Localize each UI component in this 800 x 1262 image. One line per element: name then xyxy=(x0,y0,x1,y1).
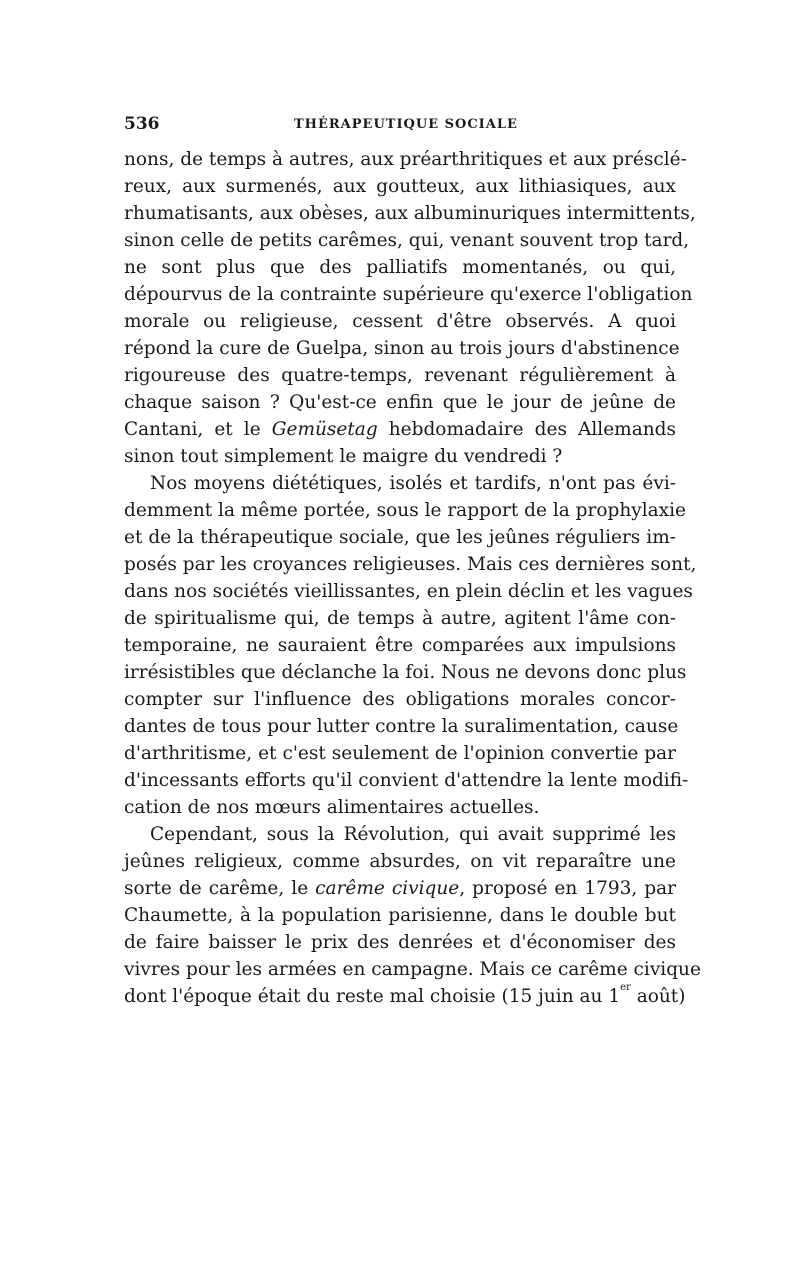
text-line: dépourvus de la contrainte supérieure qu'exerce l'obligation xyxy=(124,284,693,305)
text-line: jeûnes religieux, comme absurdes, on vit reparaître une xyxy=(124,851,676,872)
text-line: temporaine, ne sauraient être comparées aux impulsions xyxy=(124,635,676,656)
text-line xyxy=(124,982,686,1010)
text-line: dans nos sociétés vieillissantes, en plein déclin et les vagues xyxy=(124,581,693,602)
paragraph xyxy=(124,821,701,1010)
text-line: dantes de tous pour lutter contre la suralimentation, cause xyxy=(124,716,679,737)
text-line: répond la cure de Guelpa, sinon au trois jours d'abstinence xyxy=(124,338,680,359)
text-line: rhumatisants, aux obèses, aux albuminuriques intermittents, xyxy=(124,203,696,224)
text-segment: hebdomadaire des Allemands xyxy=(377,419,676,440)
text-line: rigoureuse des quatre-temps, revenant régulièrement à xyxy=(124,365,676,386)
text-segment: Cantani, et le xyxy=(124,419,272,440)
text-line: Cependant, sous la Révolution, qui avait supprimé les xyxy=(150,824,676,845)
text-line: Nos moyens diététiques, isolés et tardifs, n'ont pas évi- xyxy=(150,473,676,494)
paragraph xyxy=(124,470,697,821)
text-line: posés par les croyances religieuses. Mais ces dernières sont, xyxy=(124,554,697,575)
running-head xyxy=(124,114,676,138)
text-segment: août) xyxy=(630,986,686,1007)
text-line: demment la même portée, sous le rapport de la prophylaxie xyxy=(124,500,686,521)
text-line: ne sont plus que des palliatifs momentanés, ou qui, xyxy=(124,257,676,278)
page-number: 536 xyxy=(124,114,160,134)
text-line xyxy=(124,416,676,443)
text-line: d'arthritisme, et c'est seulement de l'opinion convertie par xyxy=(124,743,676,764)
text-segment: , proposé en 1793, par xyxy=(459,878,677,899)
italic-term: carême civique xyxy=(315,878,460,899)
text-line xyxy=(124,875,676,902)
text-line: Chaumette, à la population parisienne, dans le double but xyxy=(124,905,676,926)
text-line: compter sur l'influence des obligations morales concor- xyxy=(124,689,676,710)
text-line: sinon celle de petits carêmes, qui, venant souvent trop tard, xyxy=(124,230,690,251)
text-line: de faire baisser le prix des denrées et d'économiser des xyxy=(124,932,676,953)
text-line: cation de nos mœurs alimentaires actuelles. xyxy=(124,797,540,818)
running-title: THÉRAPEUTIQUE SOCIALE xyxy=(294,117,518,132)
superscript: er xyxy=(620,982,631,993)
text-line: sinon tout simplement le maigre du vendredi ? xyxy=(124,446,563,467)
text-segment: sorte de carême, le xyxy=(124,878,316,899)
body-text xyxy=(124,146,701,1010)
text-line: vivres pour les armées en campagne. Mais ce carême civique xyxy=(124,959,701,980)
text-line: nons, de temps à autres, aux préarthritiques et aux présclé- xyxy=(124,149,687,170)
italic-term: Gemüsetag xyxy=(271,419,378,440)
text-line: de spiritualisme qui, de temps à autre, agitent l'âme con- xyxy=(124,608,676,629)
paragraph xyxy=(124,146,696,470)
text-line: et de la thérapeutique sociale, que les jeûnes réguliers im- xyxy=(124,527,676,548)
text-line: d'incessants efforts qu'il convient d'attendre la lente modifi- xyxy=(124,770,689,791)
text-line: irrésistibles que déclanche la foi. Nous ne devons donc plus xyxy=(124,662,687,683)
text-line: chaque saison ? Qu'est-ce enfin que le jour de jeûne de xyxy=(124,392,676,413)
text-line: morale ou religieuse, cessent d'être observés. A quoi xyxy=(124,311,676,332)
text-line: reux, aux surmenés, aux goutteux, aux lithiasiques, aux xyxy=(124,176,676,197)
text-segment: dont l'époque était du reste mal choisie (15 juin au 1 xyxy=(124,986,621,1007)
